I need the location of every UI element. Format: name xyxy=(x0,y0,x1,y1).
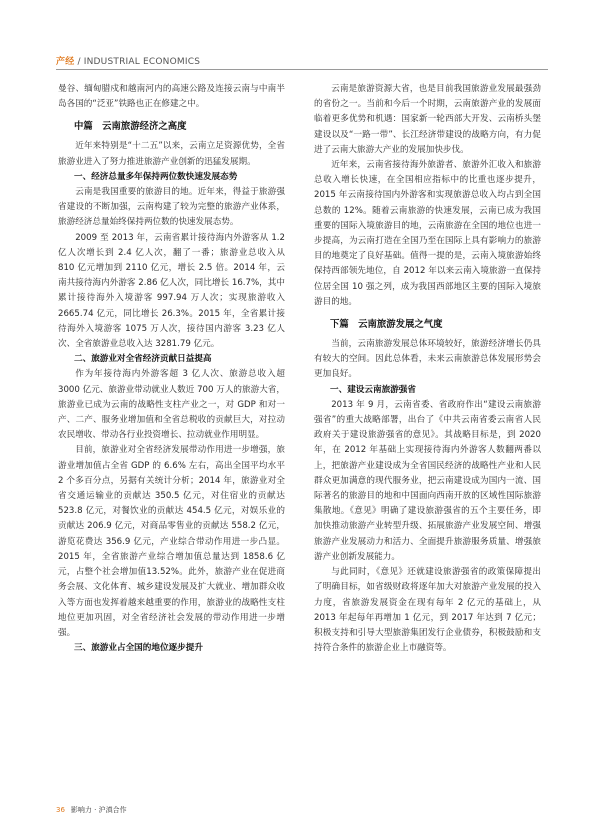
paragraph: 云南是我国重要的旅游目的地。近年来，得益于旅游强省建设的不断加强，云南构建了较为完整的旅游产业体系，旅游经济总量始终保持两位数的快速发展态势。 xyxy=(58,187,285,228)
header-rule xyxy=(56,69,548,70)
paragraph: 作为年接待海内外游客超 3 亿人次、旅游总收入超 3000 亿元、旅游业带动就业人数近 700 万人的旅游大省，旅游业已成为云南的战略性支柱产业之一，对 GDP 和对一产、二产、服务业增加值和全省总税收的贡献巨大，对拉动农民增收、带动各行业投资增长、拉动就业作用明显。 xyxy=(58,369,285,441)
section-heading: 中篇 云南旅游经济之高度 xyxy=(74,121,187,133)
publication-name: 影响力 · 沪滇合作 xyxy=(70,806,127,814)
paragraph: 近年来特别是“十二五”以来，云南立足资源优势，全省旅游业进入了努力推进旅游产业创新的迅猛发展期。 xyxy=(58,141,285,167)
right-column xyxy=(314,82,541,656)
paragraph: 云南是旅游资源大省，也是目前我国旅游业发展最强劲的省份之一。当前和今后一个时期，云南旅游产业的发展面临着更多优势和机遇：国家新一轮西部大开发、云南桥头堡建设以及“一路一带”、长江经济带建设的战略方向，有力促进了云南大旅游大产业的发展加快步伐。 xyxy=(314,84,541,155)
paragraph: 曼谷、缅甸腊戍和越南河内的高速公路及连接云南与中南半岛各国的“泛亚”铁路也正在修建之中。 xyxy=(58,84,285,110)
section-label: 产经 xyxy=(56,57,75,67)
paragraph: 目前，旅游业对全省经济发展带动作用进一步增强，旅游业增加值占全省 GDP 的 6.6% 左右，高出全国平均水平 2 个多百分点，另据有关统计分析；2014 年，旅游业对全省交通运输业的贡献达 350.5 亿元，对住宿业的贡献达 523.8 亿元，对餐饮业的贡献达 454.5 亿元，对娱乐业的贡献达 206.9 亿元，对商品零售业的贡献达 558.2 亿元，游览花费达 356.9 亿元，产业综合带动作用进一步凸显。2015 年，全省旅游产业综合增加值总量达到 1858.6 亿元，占整个社会增加值13.52%。此外，旅游产业在促进商务会展、文化体育、城乡建设发展及扩大就业、增加群众收入等方面也发挥着越来越重要的作用，旅游业的战略性支柱地位更加巩固，对全省经济社会发展的带动作用进一步增强。 xyxy=(58,445,285,638)
subsection-heading: 三、旅游业占全国的地位逐步提升 xyxy=(74,643,203,654)
section-subtitle: INDUSTRIAL ECONOMICS xyxy=(83,57,201,67)
subsection-heading: 一、建设云南旅游强省 xyxy=(330,384,416,395)
paragraph: 与此同时，《意见》还就建设旅游强省的政策保障提出了明确目标，如省级财政将逐年加大对旅游产业发展的投入力度，省旅游发展资金在现有每年 2 亿元的基础上，从 2013 年起每年再增加 1 亿元，到 2017 年达到 7 亿元；积极支持和引导大型旅游集团发行企业债券，积极鼓励和支持符合条件的旅游企业上市融资等。 xyxy=(314,567,541,654)
page-footer xyxy=(56,805,127,815)
paragraph: 近年来，云南省接待海外旅游者、旅游外汇收入和旅游总收入增长快速，在全国相应指标中的比重也逐步提升，2015 年云南接待国内外游客和实现旅游总收入均占到全国总数的 12%。随着云南旅游的快速发展，云南已成为我国重要的国际入境旅游目的地，云南旅游在全国的地位也进一步提高，为云南打造在全国乃至在国际上具有影响力的旅游目的地奠定了良好基础。值得一提的是，云南入境旅游始终保持西部领先地位，自 2012 年以来云南入境旅游一直保持位居全国 10 强之列，成为我国西部地区主要的国际入境旅游目的地。 xyxy=(314,160,541,307)
paragraph: 2013 年 9 月，云南省委、省政府作出“建设云南旅游强省”的重大战略部署，出台了《中共云南省委云南省人民政府关于建设旅游强省的意见》。其战略目标是，到 2020 年，在 2012 年基础上实现接待海内外游客人数翻两番以上，把旅游产业建设成为全省国民经济的战略性产业和人民群众更加满意的现代服务业，把云南建设成为国内一流、国际著名的旅游目的地和中国面向西南开放的区域性国际旅游集散地。《意见》明确了建设旅游强省的五个主要任务，即加快推动旅游产业转型升级、拓展旅游产业发展空间、增强旅游产业发展动力和活力、全面提升旅游服务质量、增强旅游产业创新发展能力。 xyxy=(314,399,541,562)
header-separator: / xyxy=(74,57,84,67)
subsection-heading: 二、旅游业对全省经济贡献日益提高 xyxy=(74,354,212,365)
paragraph: 2009 至 2013 年，云南省累计接待海内外游客从 1.2 亿人次增长到 2.4 亿人次，翻了一番；旅游业总收入从 810 亿元增加到 2110 亿元，增长 2.5 倍。2014 年，云南共接待海内外游客 2.86 亿人次，同比增长 16.7%，其中累计接待海外入境游客 997.94 万人次；实现旅游收入 2665.74 亿元，同比增长 26.3%。2015 年，全省累计接待海外入境游客 1075 万人次，接待国内游客 3.23 亿人次、全省旅游业总收入达 3281.79 亿元。 xyxy=(58,232,285,350)
paragraph: 当前，云南旅游发展总体环境较好，旅游经济增长仍具有较大的空间。因此总体看，未来云南旅游总体发展形势会更加良好。 xyxy=(314,339,541,380)
page-header xyxy=(56,54,200,67)
subsection-heading: 一、经济总量多年保持两位数快速发展态势 xyxy=(74,171,238,182)
page-number: 36 xyxy=(56,806,65,814)
section-heading: 下篇 云南旅游发展之气度 xyxy=(330,319,443,331)
left-column xyxy=(58,82,285,656)
